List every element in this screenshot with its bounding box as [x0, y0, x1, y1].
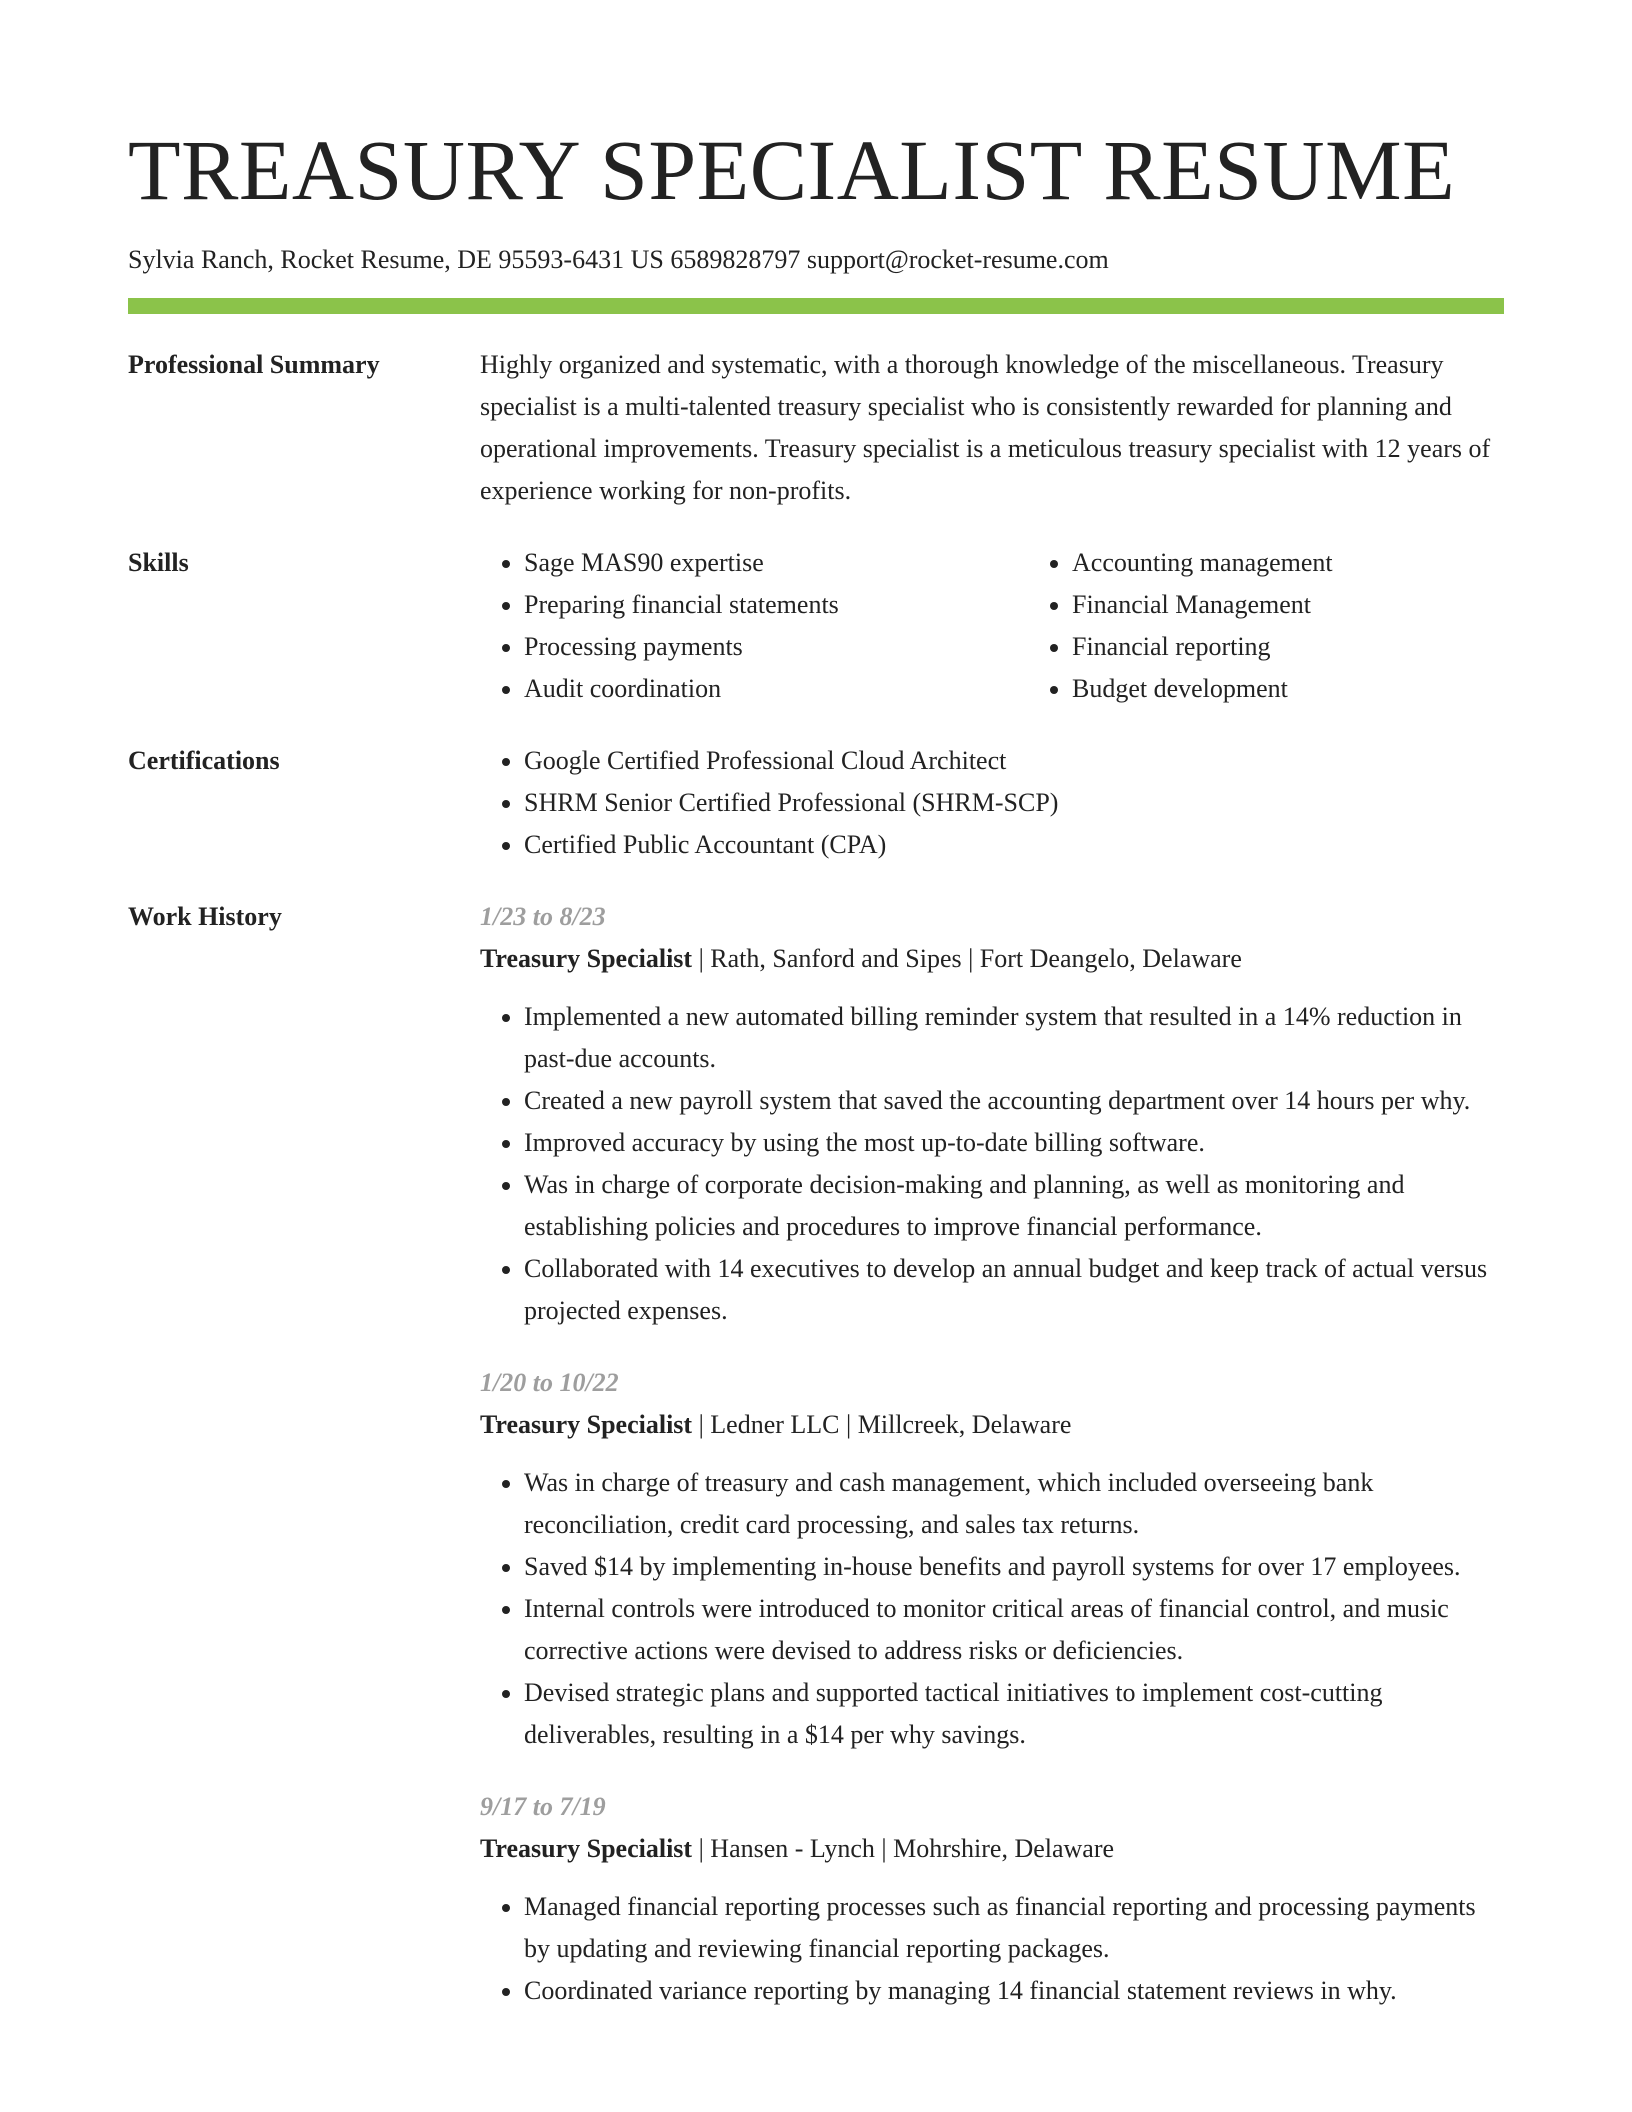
work-history-content — [480, 896, 1504, 2042]
section-label-certifications: Certifications — [128, 746, 280, 775]
job-bullets — [480, 996, 1504, 1332]
job-bullet: • Devised strategic plans and supported tactical initiatives to implement cost-cutting deliverables, resulting in a $14 per why savings. — [524, 1672, 1504, 1756]
skill-item: • Financial reporting — [1072, 626, 1576, 668]
section-label-summary: Professional Summary — [128, 350, 380, 379]
skills-section — [128, 542, 1504, 710]
accent-divider — [128, 298, 1504, 314]
summary-text: Highly organized and systematic, with a thorough knowledge of the miscellaneous. Treasury specialist is a multi-talented treasury specialist who is consistently rewarded for planning and operational improvements. Treasury specialist is a meticulous treasury specialist with 12 years of experience working for non-profits. — [480, 350, 1491, 505]
skill-item: • Sage MAS90 expertise — [524, 542, 1028, 584]
job-entry — [480, 1786, 1504, 2012]
job-details: | Rath, Sanford and Sipes | Fort Deangelo, Delaware — [692, 944, 1242, 973]
job-bullet: • Improved accuracy by using the most up-to-date billing software. — [524, 1122, 1504, 1164]
resume-page — [128, 0, 1504, 2042]
job-role: Treasury Specialist — [480, 944, 693, 973]
skill-item: • Budget development — [1072, 668, 1576, 710]
job-bullet: • Internal controls were introduced to monitor critical areas of financial control, and music corrective actions were devised to address risks or deficiencies. — [524, 1588, 1504, 1672]
certifications-section — [128, 740, 1504, 866]
job-details: | Ledner LLC | Millcreek, Delaware — [692, 1410, 1072, 1439]
job-bullet: • Coordinated variance reporting by managing 14 financial statement reviews in why. — [524, 1970, 1504, 2012]
job-bullet: • Was in charge of treasury and cash management, which included overseeing bank reconciliation, credit card processing, and sales tax returns. — [524, 1462, 1504, 1546]
job-date: 1/20 to 10/22 — [480, 1368, 619, 1397]
skills-list-left — [480, 542, 1028, 710]
skill-item: • Financial Management — [1072, 584, 1576, 626]
skills-list-right — [1028, 542, 1576, 710]
skill-item: • Accounting management — [1072, 542, 1576, 584]
summary-section — [128, 344, 1504, 512]
section-label-work-history: Work History — [128, 902, 282, 931]
certification-item: • Certified Public Accountant (CPA) — [524, 824, 1504, 866]
job-entry — [480, 1362, 1504, 1756]
job-date: 1/23 to 8/23 — [480, 902, 606, 931]
job-header — [480, 1828, 1504, 1870]
job-bullet: • Saved $14 by implementing in-house benefits and payroll systems for over 17 employees. — [524, 1546, 1504, 1588]
job-bullet: • Created a new payroll system that saved the accounting department over 14 hours per why. — [524, 1080, 1504, 1122]
job-details: | Hansen - Lynch | Mohrshire, Delaware — [692, 1834, 1115, 1863]
work-history-section — [128, 896, 1504, 2042]
job-header — [480, 1404, 1504, 1446]
job-bullet: • Collaborated with 14 executives to develop an annual budget and keep track of actual versus projected expenses. — [524, 1248, 1504, 1332]
certification-item: • Google Certified Professional Cloud Architect — [524, 740, 1504, 782]
job-bullet: • Was in charge of corporate decision-making and planning, as well as monitoring and establishing policies and procedures to improve financial performance. — [524, 1164, 1504, 1248]
job-entry — [480, 896, 1504, 1332]
resume-title: TREASURY SPECIALIST RESUME — [128, 122, 1456, 218]
certifications-content — [480, 740, 1504, 866]
skill-item: • Audit coordination — [524, 668, 1028, 710]
job-bullets — [480, 1886, 1504, 2012]
summary-content — [480, 344, 1504, 512]
job-bullets — [480, 1462, 1504, 1756]
job-role: Treasury Specialist — [480, 1834, 693, 1863]
skills-content — [480, 542, 1576, 710]
certifications-list — [480, 740, 1504, 866]
contact-line: Sylvia Ranch, Rocket Resume, DE 95593-6431 US 6589828797 support@rocket-resume.com — [128, 245, 1109, 274]
job-bullet: • Implemented a new automated billing reminder system that resulted in a 14% reduction in past-due accounts. — [524, 996, 1504, 1080]
section-label-skills: Skills — [128, 548, 189, 577]
job-header — [480, 938, 1504, 980]
certification-item: • SHRM Senior Certified Professional (SHRM-SCP) — [524, 782, 1504, 824]
skill-item: • Preparing financial statements — [524, 584, 1028, 626]
job-date: 9/17 to 7/19 — [480, 1792, 606, 1821]
job-bullet: • Managed financial reporting processes such as financial reporting and processing payments by updating and reviewing financial reporting packages. — [524, 1886, 1504, 1970]
job-role: Treasury Specialist — [480, 1410, 693, 1439]
skill-item: • Processing payments — [524, 626, 1028, 668]
